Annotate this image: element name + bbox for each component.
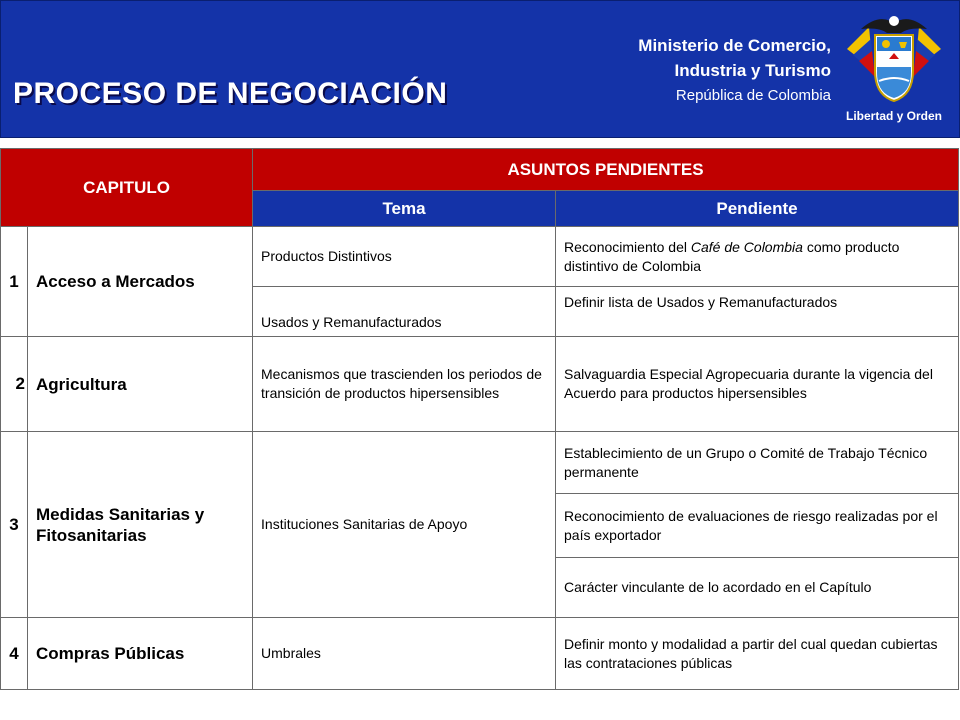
pendiente-cell: Carácter vinculante de lo acordado en el Capítulo [556, 558, 959, 618]
tema-cell: Mecanismos que trascienden los periodos de transición de productos hipersensibles [253, 337, 556, 432]
pendiente-cell: Salvaguardia Especial Agropecuaria durante la vigencia del Acuerdo para productos hipersensibles [556, 337, 959, 432]
col-pendiente-header: Pendiente [556, 191, 959, 227]
table-row [1, 227, 959, 287]
shield-pomegranate [882, 40, 890, 48]
pendiente-text: Reconocimiento del [564, 238, 691, 255]
pendiente-cell [556, 227, 959, 287]
page-header [0, 0, 960, 138]
ministry-line-3: República de Colombia [675, 87, 831, 104]
negotiation-table [0, 148, 959, 690]
tema-cell: Usados y Remanufacturados [253, 287, 556, 337]
table-row [1, 432, 959, 494]
page-title: PROCESO DE NEGOCIACIÓN [13, 77, 448, 110]
chapter-number: 3 [1, 432, 28, 618]
header-row-group [1, 149, 959, 191]
crest-motto: Libertad y Orden [845, 109, 943, 123]
chapter-number: 4 [1, 618, 28, 690]
tema-cell: Umbrales [253, 618, 556, 690]
asuntos-pendientes-header: ASUNTOS PENDIENTES [253, 149, 959, 191]
pendiente-text: como producto distintivo de Colombia [564, 238, 900, 274]
pendiente-cell: Establecimiento de un Grupo o Comité de Trabajo Técnico permanente [556, 432, 959, 494]
chapter-number: 2 [1, 337, 28, 432]
ministry-line-2: Industria y Turismo [674, 61, 831, 80]
pendiente-cell: Reconocimiento de evaluaciones de riesgo realizadas por el país exportador [556, 494, 959, 558]
colombia-coat-of-arms-icon [839, 9, 949, 131]
col-tema-header: Tema [253, 191, 556, 227]
crest-graphic [839, 9, 949, 109]
tema-cell: Instituciones Sanitarias de Apoyo [253, 432, 556, 618]
chapter-number: 1 [1, 227, 28, 337]
pendiente-cell: Definir lista de Usados y Remanufacturados [556, 287, 959, 337]
chapter-name: Agricultura [28, 337, 253, 432]
col-capitulo-header: CAPITULO [1, 149, 253, 227]
table-row [1, 618, 959, 690]
chapter-name: Acceso a Mercados [28, 227, 253, 337]
chapter-name: Medidas Sanitarias y Fitosanitarias [28, 432, 253, 618]
chapter-name: Compras Públicas [28, 618, 253, 690]
pendiente-cell: Definir monto y modalidad a partir del cual quedan cubiertas las contrataciones públicas [556, 618, 959, 690]
condor-head [889, 16, 899, 26]
ministry-line-1: Ministerio de Comercio, [638, 36, 831, 55]
cafe-de-colombia-italic: Café de Colombia [690, 238, 803, 255]
tema-cell: Productos Distintivos [253, 227, 556, 287]
table-row [1, 337, 959, 432]
ministry-block [638, 33, 831, 108]
